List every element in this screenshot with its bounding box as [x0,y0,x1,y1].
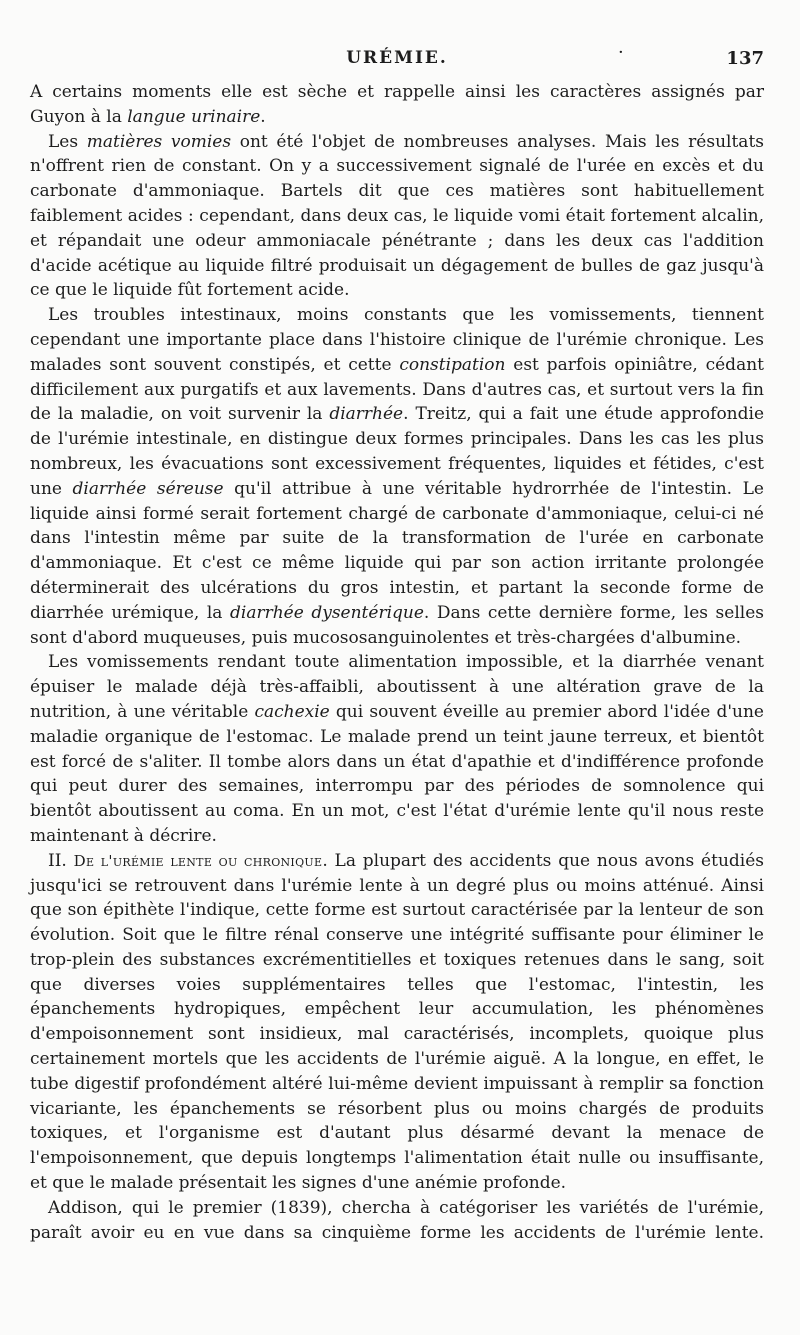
text-run: qui souvent éveille au premier abord l'idée d'une maladie organique de l'estomac. Le malade prend un teint jaune terreux, et bientôt est forcé de s'aliter. Il tombe alors dans un état d'apathie et d'indifférence profonde qui peut durer des semaines, interrompu par des périodes de somnolence qui bientôt aboutissent au coma. En un mot, c'est l'état d'urémie lente qu'il nous reste maintenant à décrire. [30,701,764,846]
body-text [30,80,764,1245]
text-run: . Treitz, qui a fait une étude approfondie de l'urémie intestinale, en distingue deux formes principales. Dans les cas les plus nombreux, les évacuations sont excessivement fréquentes, liquides et fétides, c'est une [30,404,765,499]
paragraph [30,130,764,304]
italic-term: matières vomies [86,131,232,152]
text-run: Les vomissements rendant toute alimentation impossible, et la diarrhée venant épuiser le malade déjà très-affaibli, aboutissent à une altération grave de la nutrition, à une véritable [30,652,764,722]
text-run: Addison, qui le premier (1839), chercha à catégoriser les variétés de l'urémie, paraît avoir eu en vue dans sa cinquième forme les accidents de l'urémie lente. [30,1197,764,1243]
paragraph [30,1196,764,1246]
section-heading: De l'urémie lente ou chronique [73,851,323,870]
header-mark: · [618,42,624,63]
text-run: Les troubles intestinaux, moins constants que les vomissements, tiennent cependant une importante place dans l'histoire clinique de l'urémie chronique. Les malades sont souvent constipés, et cette [30,305,764,375]
paragraph [30,303,764,650]
text-run: A certains moments elle est sèche et rappelle ainsi les caractères assignés par Guyon à la [30,82,764,127]
italic-term: cachexie [254,701,330,722]
text-run: . [260,106,266,127]
text-run: . La plupart des accidents que nous avons étudiés jusqu'ici se retrouvent dans l'urémie lente à un degré plus ou moins atténué. Ainsi que son épithète l'indique, cette forme est surtout caractérisée par la lenteur de son évolution. Soit que le filtre rénal conserve une intégrité suffisante pour éliminer le trop-plein des substances excrémentitielles et toxiques retenues dans le sang, soit que diverses voies supplémentaires telles que l'estomac, l'intestin, les épanchements hydropiques, empêchent leur accumulation, les phénomènes d'empoisonnement sont insidieux, mal caractérisés, incomplets, quoique plus certainement mortels que les accidents de l'urémie aiguë. A la longue, en effet, le tube digestif profondément altéré lui-même devient impuissant à remplir sa fonction vicariante, les épanchements se résorbent plus ou moins chargés de produits toxiques, et l'organisme est d'autant plus désarmé devant la menace de l'empoisonnement, que depuis longtemps l'alimentation était nulle ou insuffisante, et que le malade présentait les signes d'une anémie profonde. [30,850,764,1194]
running-title: URÉMIE. [346,48,448,68]
text-run: ont été l'objet de nombreuses analyses. Mais les résultats n'offrent rien de constant. On y a successivement signalé de l'urée en excès et du carbonate d'ammoniaque. Bartels dit que ces matières sont habituellement faiblement acides : cependant, dans deux cas, le liquide vomi était fortement alcalin, et répandait une odeur ammoniacale pénétrante ; dans les deux cas l'addition d'acide acétique au liquide filtré produisait un dégagement de bulles de gaz jusqu'à ce que le liquide fût fortement acide. [30,131,764,301]
paragraph [30,650,764,848]
page-number: 137 [726,48,764,69]
text-run: qu'il attribue à une véritable hydrorrhée de l'intestin. Le liquide ainsi formé serait fortement chargé de carbonate d'ammoniaque, celui-ci né dans l'intestin même par suite de la transformation de l'urée en carbonate d'ammoniaque. Et c'est ce même liquide qui par son action irritante prolongée déterminerait des ulcérations du gros intestin, et partant la seconde forme de diarrhée urémique, la [30,478,764,623]
italic-term: diarrhée dysentérique [230,602,424,623]
text-run: . Dans cette dernière forme, les selles sont d'abord muqueuses, puis mucososanguinolentes et très-chargées d'albumine. [30,602,764,648]
text-run: est parfois opiniâtre, cédant difficilement aux purgatifs et aux lavements. Dans d'autres cas, et surtout vers la fin de la maladie, on voit survenir la [30,354,764,425]
italic-term: diarrhée [329,404,404,425]
page-header [30,40,764,80]
document-page [30,40,764,1245]
italic-term: langue urinaire [127,106,261,127]
paragraph [30,849,764,1196]
text-run: II. [48,850,74,871]
italic-term: constipation [399,354,506,375]
text-run: Les [48,131,87,152]
italic-term: diarrhée séreuse [72,478,224,499]
paragraph [30,80,764,130]
